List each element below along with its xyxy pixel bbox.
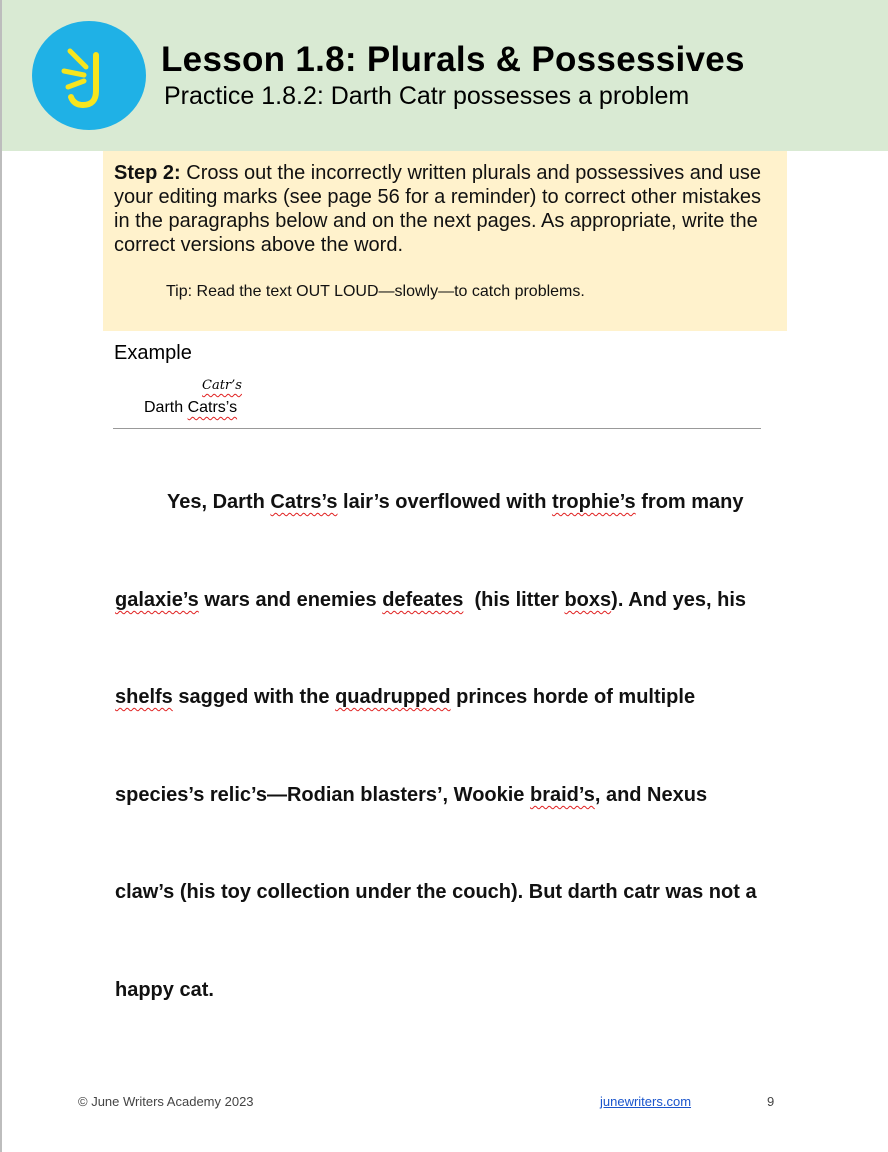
footer-website-link[interactable]: junewriters.com [600, 1094, 692, 1109]
misspelled-word: quadrupped [335, 686, 451, 708]
text-run: lair’s overflowed with [337, 491, 552, 513]
text-run: , and Nexus [594, 784, 708, 806]
misspelled-word: galaxie’s [115, 589, 199, 611]
misspelled-word: braid’s [529, 784, 595, 806]
page-left-rule [0, 0, 2, 1152]
text-run: ). And yes, his [611, 589, 746, 611]
example-line [144, 399, 237, 417]
paragraph-line-2 [115, 589, 746, 612]
tip-label: Tip: [166, 283, 193, 300]
misspelled-word: defeates [382, 589, 464, 611]
logo-mark-icon [32, 21, 146, 130]
text-run: Yes, Darth [167, 491, 271, 513]
step-instructions [114, 161, 778, 257]
text-run: from many [635, 491, 744, 513]
tip [166, 283, 585, 301]
text-run: wars and enemies [198, 589, 383, 611]
footer-page-number: 9 [767, 1094, 775, 1109]
footer-copyright: © June Writers Academy 2023 [78, 1094, 254, 1109]
example-divider [113, 428, 761, 429]
lesson-header [2, 0, 888, 151]
paragraph-line-4 [115, 784, 707, 807]
paragraph-line-5: claw’s (his toy collection under the couch). But darth catr was not a [115, 881, 757, 903]
text-run: species’s relic’s—Rodian blasters’, Wookie [115, 784, 530, 806]
example-handwritten-correction: Catr’s [202, 378, 242, 393]
text-run: (his litter [463, 589, 565, 611]
text-run: princes horde of multiple [450, 686, 696, 708]
text-run: sagged with the [172, 686, 336, 708]
step-body: Cross out the incorrectly written plurals and possessives and use your editing marks (see page 56 for a reminder) to correct other mistakes in the paragraphs below and on the next pages. As appropriate, write the correct versions above the word. [114, 162, 761, 256]
paragraph-line-1 [167, 491, 744, 514]
step-label: Step 2: [114, 162, 181, 184]
paragraph-line-6: happy cat. [115, 979, 214, 1001]
page-subtitle: Practice 1.8.2: Darth Catr possesses a problem [164, 82, 690, 110]
example-crossed-word: Catrs’s [187, 399, 238, 416]
example-word: Darth [144, 399, 188, 416]
paragraph-line-3 [115, 686, 695, 709]
misspelled-word: Catrs’s [270, 491, 338, 513]
instructions-box [103, 151, 787, 331]
misspelled-word: shelfs [115, 686, 173, 708]
page-title: Lesson 1.8: Plurals & Possessives [161, 40, 745, 79]
tip-body: Read the text OUT LOUD—slowly—to catch problems. [196, 283, 585, 300]
misspelled-word: trophie’s [551, 491, 636, 513]
misspelled-word: boxs [564, 589, 612, 611]
june-writers-logo [32, 21, 146, 130]
example-label: Example [114, 342, 192, 364]
